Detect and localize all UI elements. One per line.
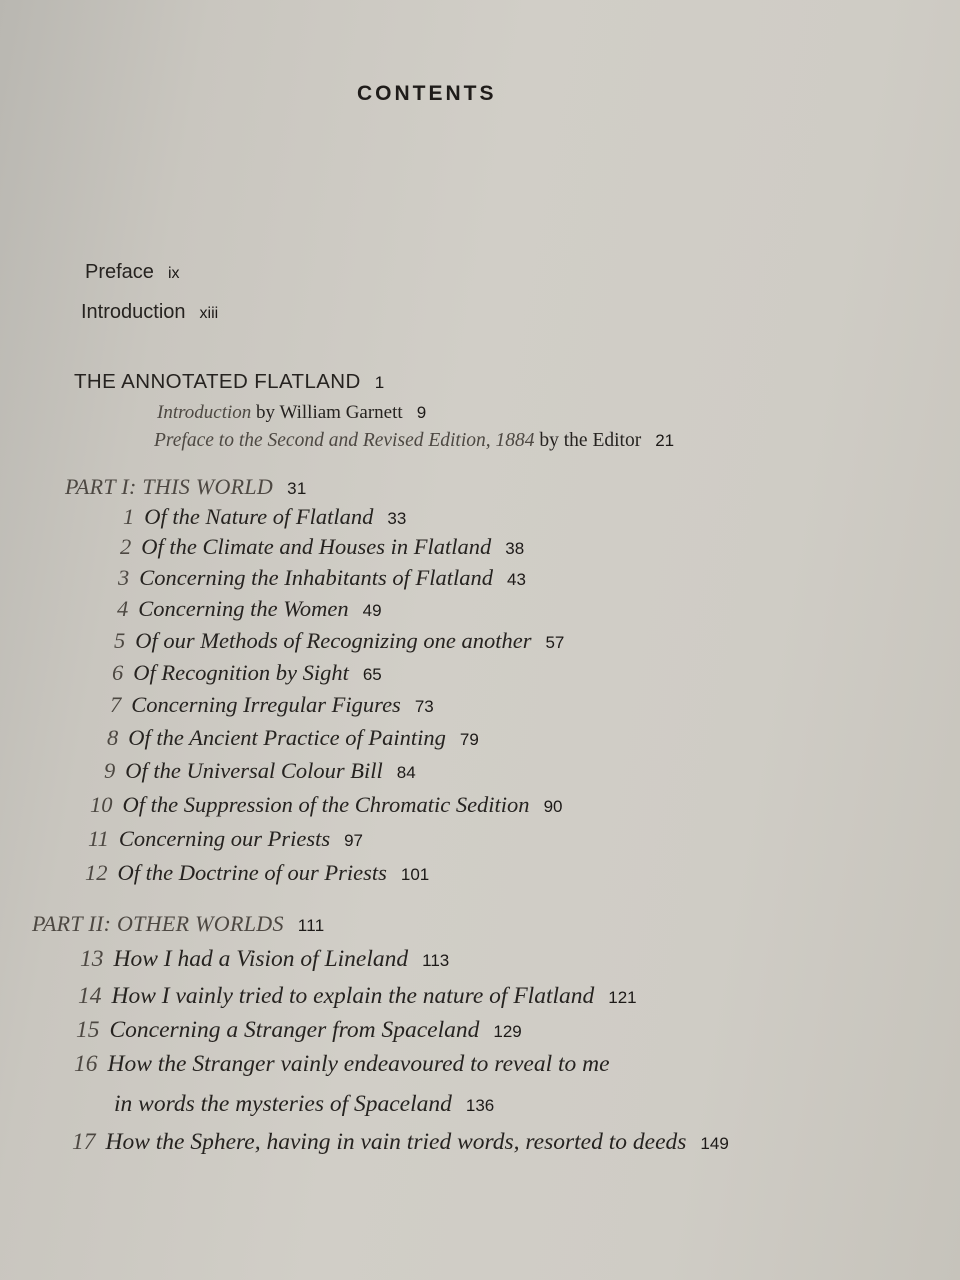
toc-chapter-17[interactable]	[72, 1131, 729, 1155]
toc-chapter-10[interactable]	[90, 794, 562, 817]
toc-chapter-9[interactable]	[104, 760, 416, 783]
chapter-number: 9	[104, 758, 116, 783]
toc-chapter-6[interactable]	[112, 662, 382, 685]
toc-chapter-5[interactable]	[114, 630, 564, 653]
entry-title: Preface to the Second and Revised Edition, 1884	[154, 430, 535, 451]
toc-chapter-7[interactable]	[110, 694, 434, 717]
chapter-page: 129	[493, 1022, 522, 1041]
chapter-title: Of the Doctrine of our Priests	[117, 860, 387, 885]
toc-entry-preface[interactable]	[85, 262, 180, 282]
part-title: PART II: OTHER WORLDS	[32, 911, 284, 936]
chapter-title: Of the Universal Colour Bill	[125, 758, 383, 783]
chapter-number: 15	[76, 1017, 100, 1043]
toc-chapter-3[interactable]	[118, 567, 526, 590]
chapter-title: Concerning the Women	[138, 596, 349, 621]
toc-chapter-14[interactable]	[78, 985, 637, 1009]
entry-title: Preface	[85, 261, 154, 283]
entry-page: 1	[374, 373, 385, 392]
chapter-page: 65	[362, 665, 382, 684]
contents-heading: CONTENTS	[357, 82, 497, 105]
chapter-number: 14	[78, 983, 102, 1009]
part-page: 31	[287, 479, 307, 498]
chapter-number: 16	[74, 1051, 98, 1077]
toc-chapter-1[interactable]	[123, 506, 406, 529]
chapter-page: 49	[362, 601, 382, 620]
chapter-title: Of the Nature of Flatland	[144, 504, 374, 529]
chapter-number: 4	[117, 596, 129, 621]
chapter-page: 113	[422, 951, 450, 970]
toc-chapter-16-continuation[interactable]	[114, 1093, 494, 1117]
toc-chapter-15[interactable]	[76, 1019, 522, 1043]
chapter-number: 2	[120, 534, 132, 559]
chapter-number: 1	[123, 504, 135, 529]
entry-title: Introduction	[157, 402, 252, 423]
chapter-number: 3	[118, 565, 130, 590]
chapter-title: How I had a Vision of Lineland	[113, 946, 409, 972]
chapter-number: 10	[90, 792, 113, 817]
chapter-title: Of Recognition by Sight	[133, 660, 349, 685]
toc-chapter-4[interactable]	[117, 598, 382, 621]
chapter-page: 73	[414, 697, 434, 716]
chapter-number: 13	[80, 946, 104, 972]
chapter-title: Of our Methods of Recognizing one another	[135, 628, 532, 653]
chapter-title: Of the Suppression of the Chromatic Sedition	[122, 792, 530, 817]
chapter-page: 97	[344, 831, 364, 850]
chapter-title: Concerning the Inhabitants of Flatland	[139, 565, 493, 590]
chapter-page: 79	[459, 730, 479, 749]
chapter-page: 38	[505, 539, 525, 558]
chapter-page: 101	[400, 865, 430, 884]
chapter-title: How the Stranger vainly endeavoured to reveal to me	[107, 1051, 610, 1077]
chapter-title: How the Sphere, having in vain tried words, resorted to deeds	[105, 1129, 687, 1155]
toc-entry-garnett-introduction[interactable]	[157, 403, 426, 422]
chapter-page: 84	[396, 763, 416, 782]
chapter-title: Concerning our Priests	[118, 826, 331, 851]
entry-page: 21	[655, 431, 675, 450]
chapter-title: Of the Climate and Houses in Flatland	[141, 534, 492, 559]
chapter-title: Concerning a Stranger from Spaceland	[109, 1017, 480, 1043]
part-title: PART I: THIS WORLD	[65, 474, 274, 499]
chapter-number: 8	[107, 725, 119, 750]
chapter-page: 57	[545, 633, 565, 652]
chapter-title-line2: in words the mysteries of Spaceland	[114, 1091, 452, 1117]
entry-title: THE ANNOTATED FLATLAND	[74, 370, 361, 393]
chapter-page: 33	[387, 509, 407, 528]
toc-chapter-11[interactable]	[88, 828, 363, 851]
entry-suffix: by the Editor	[539, 430, 642, 451]
chapter-page: 136	[465, 1096, 495, 1115]
chapter-page: 121	[608, 988, 637, 1007]
toc-entry-second-edition-preface[interactable]	[154, 431, 674, 451]
chapter-number: 7	[110, 692, 122, 717]
entry-page: 9	[416, 403, 427, 422]
chapter-number: 17	[72, 1129, 96, 1155]
chapter-title: How I vainly tried to explain the nature of Flatland	[111, 983, 595, 1009]
entry-title: Introduction	[81, 301, 186, 323]
toc-chapter-8[interactable]	[107, 727, 479, 750]
chapter-page: 90	[543, 797, 563, 816]
chapter-number: 12	[85, 860, 108, 885]
chapter-page: 149	[700, 1134, 729, 1153]
toc-chapter-12[interactable]	[85, 862, 429, 885]
toc-entry-annotated-flatland[interactable]	[74, 372, 385, 393]
toc-chapter-13[interactable]	[80, 948, 449, 972]
chapter-page: 43	[506, 570, 526, 589]
entry-page: ix	[167, 265, 180, 282]
entry-suffix: by William Garnett	[256, 402, 403, 423]
part-page: 111	[297, 916, 325, 935]
toc-entry-introduction[interactable]	[81, 302, 218, 322]
chapter-number: 6	[112, 660, 124, 685]
entry-page: xiii	[199, 305, 219, 322]
chapter-title: Of the Ancient Practice of Painting	[128, 725, 446, 750]
toc-chapter-2[interactable]	[120, 536, 524, 559]
chapter-number: 5	[114, 628, 126, 653]
toc-part-2[interactable]	[32, 913, 325, 935]
toc-part-1[interactable]	[65, 476, 307, 498]
chapter-title: Concerning Irregular Figures	[131, 692, 401, 717]
chapter-number: 11	[88, 826, 109, 851]
toc-chapter-16[interactable]	[74, 1053, 610, 1077]
